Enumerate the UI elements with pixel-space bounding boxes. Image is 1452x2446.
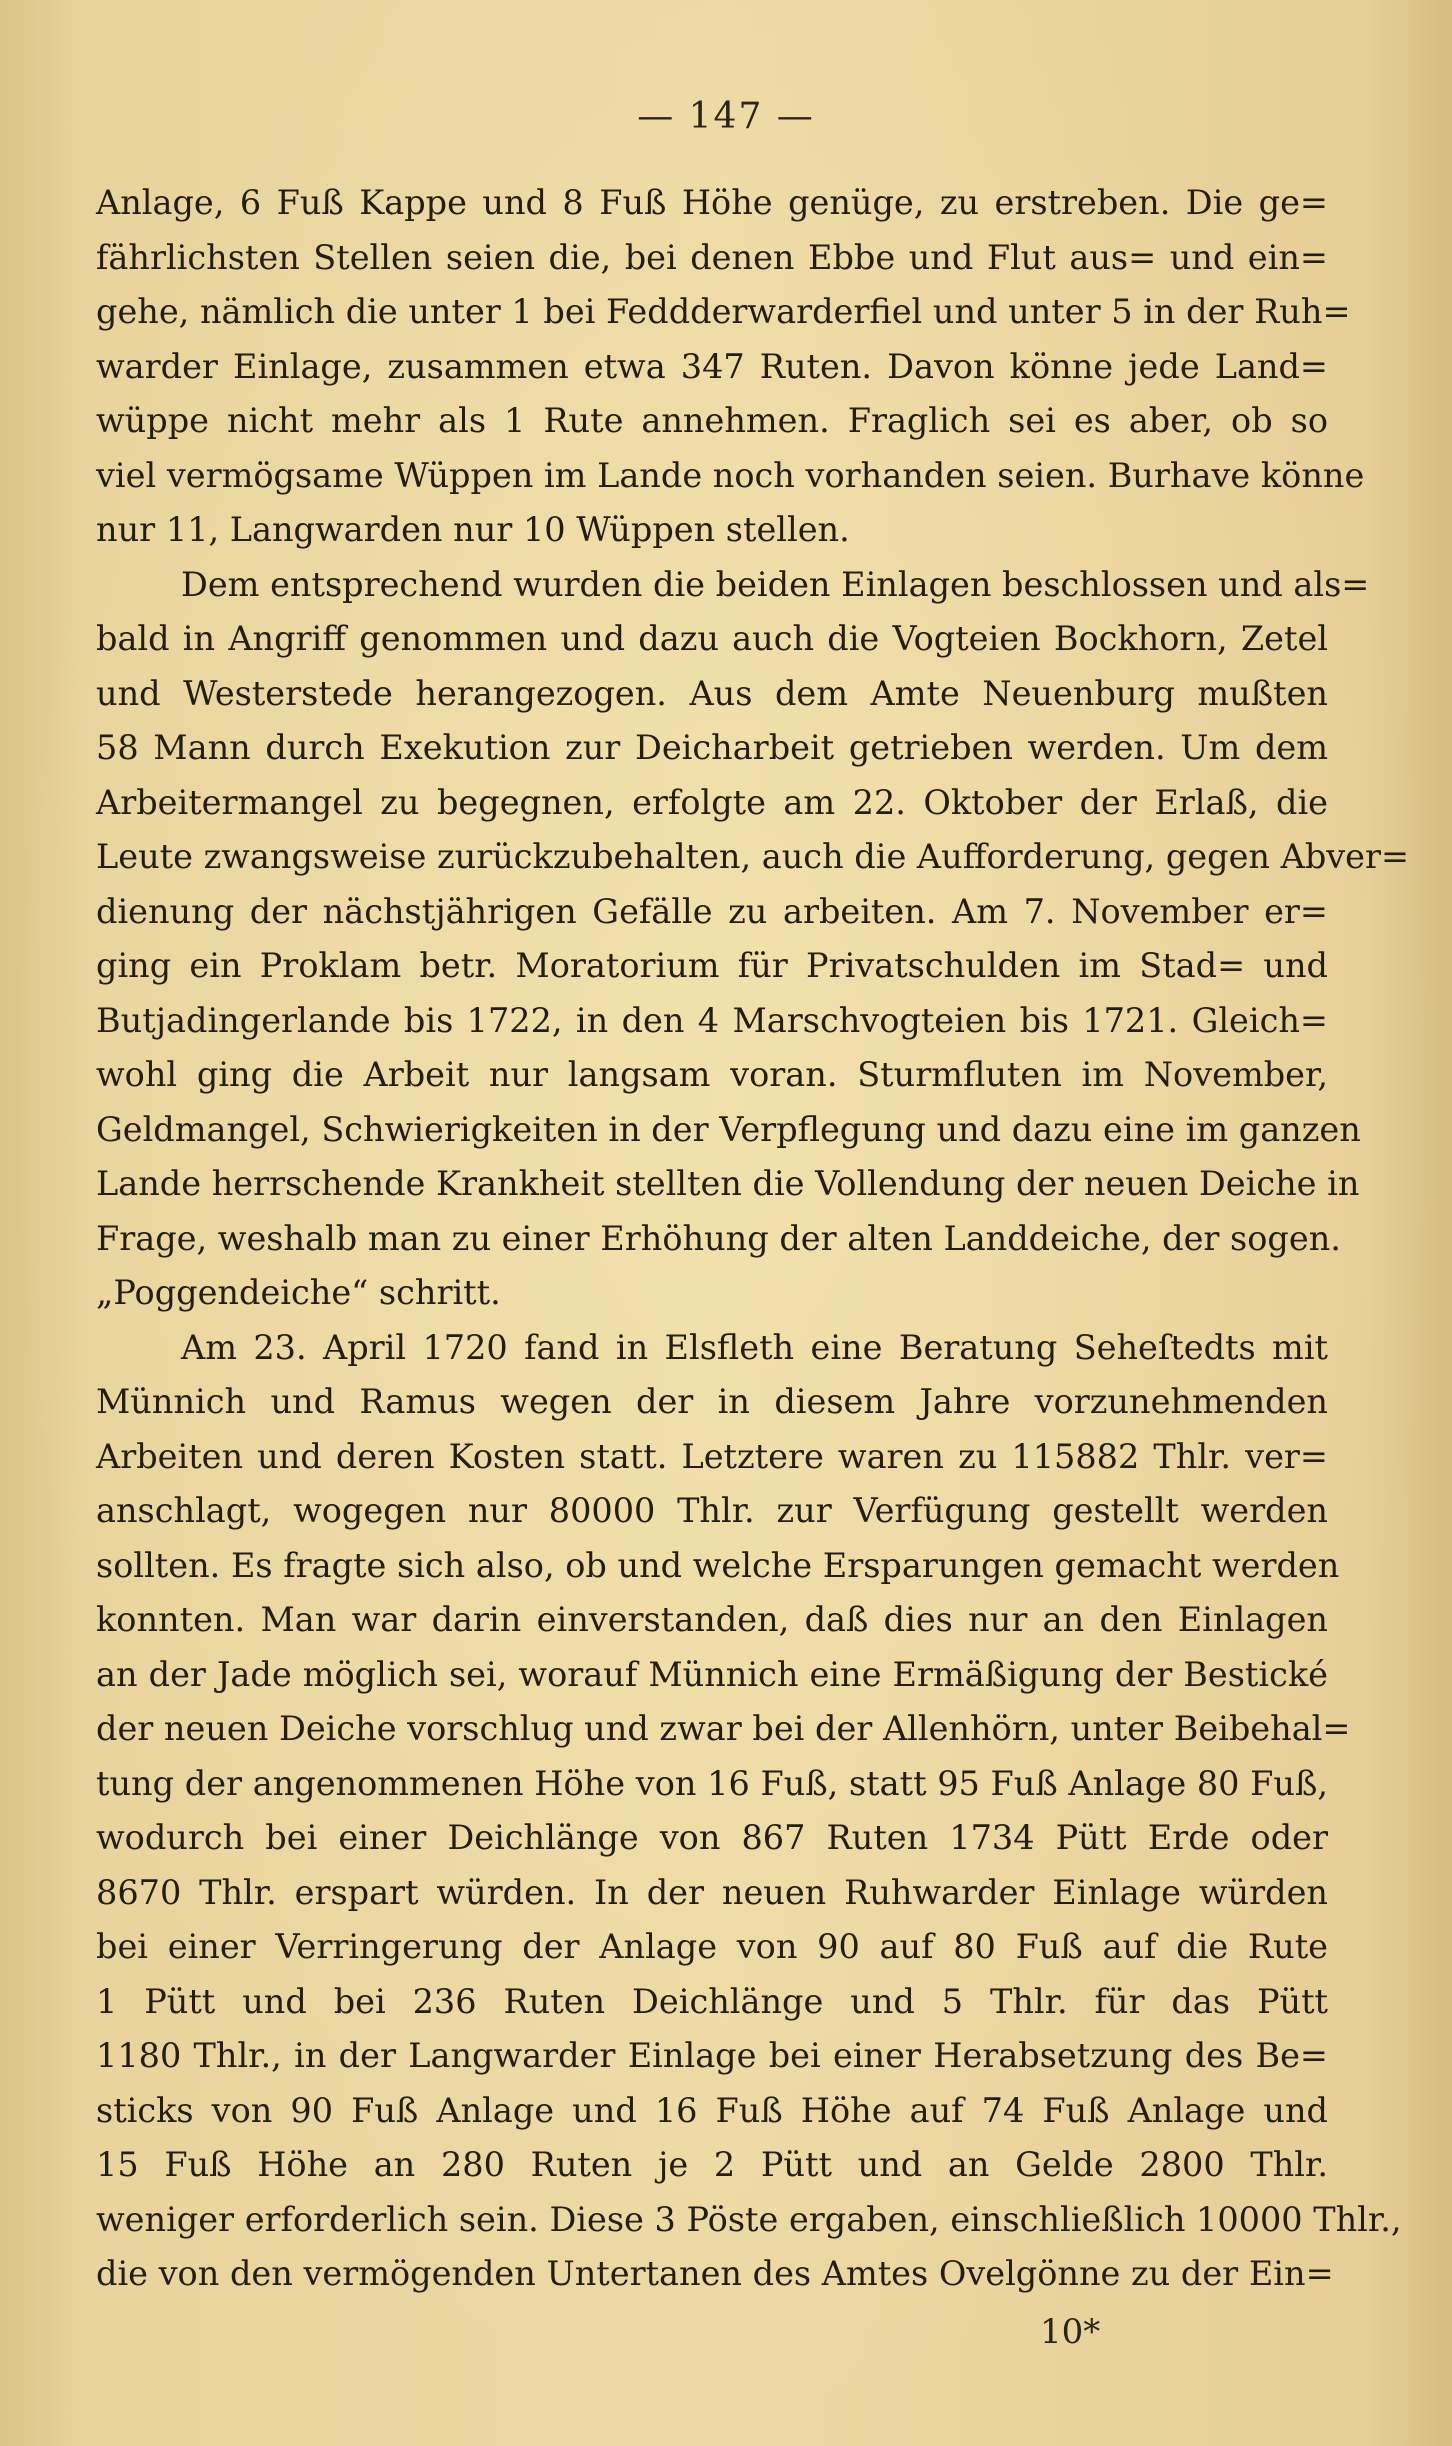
text-line: ging ein Proklam betr. Moratorium für Privatschulden im Stad= und [96, 946, 1328, 985]
text-line: Butjadingerlande bis 1722, in den 4 Marschvogteien bis 1721. Gleich= [96, 1000, 1328, 1040]
page-number: — 147 — [637, 96, 815, 137]
text-line: Anlage, 6 Fuß Kappe und 8 Fuß Höhe genüge, zu erstreben. Die ge= [96, 183, 1328, 222]
text-line: bald in Angriff genommen und dazu auch die Vogteien Bockhorn, Zetel [96, 619, 1328, 658]
text-line: weniger erforderlich sein. Diese 3 Pöste ergaben, einschließlich 10000 Thlr., [96, 2199, 1402, 2239]
text-line: dienung der nächstjährigen Gefälle zu arbeiten. Am 7. November er= [96, 891, 1328, 931]
paragraph-2 [96, 558, 1410, 1321]
text-line: 58 Mann durch Exekution zur Deicharbeit getrieben werden. Um dem [96, 728, 1328, 767]
text-line: viel vermögsame Wüppen im Lande noch vorhanden seien. Burhave könne [96, 455, 1365, 495]
text-line: und Westerstede herangezogen. Aus dem Amte Neuenburg mußten [96, 673, 1328, 713]
text-line: wohl ging die Arbeit nur langsam voran. Sturmfluten im November, [96, 1055, 1328, 1094]
text-line: sollten. Es fragte sich also, ob und welche Ersparungen gemacht werden [96, 1545, 1340, 1585]
body-text [96, 176, 1410, 2302]
paragraph-1 [96, 176, 1365, 558]
text-line: Frage, weshalb man zu einer Erhöhung der alten Landdeiche, der sogen. [96, 1218, 1341, 1258]
text-line: konnten. Man war darin einverstanden, daß dies nur an den Einlagen [96, 1600, 1328, 1639]
text-line: die von den vermögenden Untertanen des Amtes Ovelgönne zu der Ein= [96, 2254, 1334, 2293]
text-line: Arbeitermangel zu begegnen, erfolgte am 22. Oktober der Erlaß, die [96, 782, 1328, 822]
text-line: Münnich und Ramus wegen der in diesem Jahre vorzunehmenden [96, 1382, 1328, 1421]
text-line: tung der angenommenen Höhe von 16 Fuß, statt 95 Fuß Anlage 80 Fuß, [96, 1763, 1328, 1803]
text-line: 1180 Thlr., in der Langwarder Einlage bei einer Herabsetzung des Be= [96, 2036, 1328, 2075]
text-line: Dem entsprechend wurden die beiden Einlagen beschlossen und als= [181, 564, 1370, 604]
text-line: 1 Pütt und bei 236 Ruten Deichlänge und 5 Thlr. für das Pütt [96, 1981, 1328, 2021]
text-line: der neuen Deiche vorschlug und zwar bei der Allenhörn, unter Beibehal= [96, 1709, 1351, 1748]
signature-mark: 10* [1040, 2312, 1101, 2352]
text-line: sticks von 90 Fuß Anlage und 16 Fuß Höhe auf 74 Fuß Anlage und [96, 2090, 1328, 2130]
text-line: nur 11, Langwarden nur 10 Wüppen stellen. [96, 510, 850, 549]
text-line: anschlagt, wogegen nur 80000 Thlr. zur Verfügung gestellt werden [96, 1491, 1328, 1530]
text-line: 15 Fuß Höhe an 280 Ruten je 2 Pütt und an Gelde 2800 Thlr. [96, 2145, 1328, 2184]
text-line: Lande herrschende Krankheit stellten die Vollendung der neuen Deiche in [96, 1164, 1360, 1203]
text-line: „Poggendeiche“ schritt. [96, 1273, 501, 1312]
text-line: 8670 Thlr. erspart würden. In der neuen Ruhwarder Einlage würden [96, 1872, 1328, 1912]
text-line: wüppe nicht mehr als 1 Rute annehmen. Fraglich sei es aber, ob so [96, 401, 1328, 440]
text-line: Geldmangel, Schwierigkeiten in der Verpflegung und dazu eine im ganzen [96, 1109, 1361, 1149]
text-line: an der Jade möglich sei, worauf Münnich eine Ermäßigung der Bestické [96, 1654, 1328, 1694]
text-line: Leute zwangsweise zurückzubehalten, auch die Aufforderung, gegen Abver= [96, 837, 1410, 876]
paragraph-3 [96, 1321, 1402, 2302]
text-line: warder Einlage, zusammen etwa 347 Ruten. Davon könne jede Land= [96, 346, 1328, 386]
text-line: Arbeiten und deren Kosten statt. Letztere waren zu 115882 Thlr. ver= [96, 1436, 1328, 1476]
text-line: gehe, nämlich die unter 1 bei Feddderwarderfiel und unter 5 in der Ruh= [96, 292, 1351, 331]
text-line: fährlichsten Stellen seien die, bei denen Ebbe und Flut aus= und ein= [96, 237, 1328, 277]
text-line: Am 23. April 1720 fand in Elsfleth eine Beratung Seheſtedts mit [181, 1327, 1328, 1367]
text-line: wodurch bei einer Deichlänge von 867 Ruten 1734 Pütt Erde oder [96, 1818, 1328, 1857]
text-line: bei einer Verringerung der Anlage von 90 auf 80 Fuß auf die Rute [96, 1927, 1328, 1966]
